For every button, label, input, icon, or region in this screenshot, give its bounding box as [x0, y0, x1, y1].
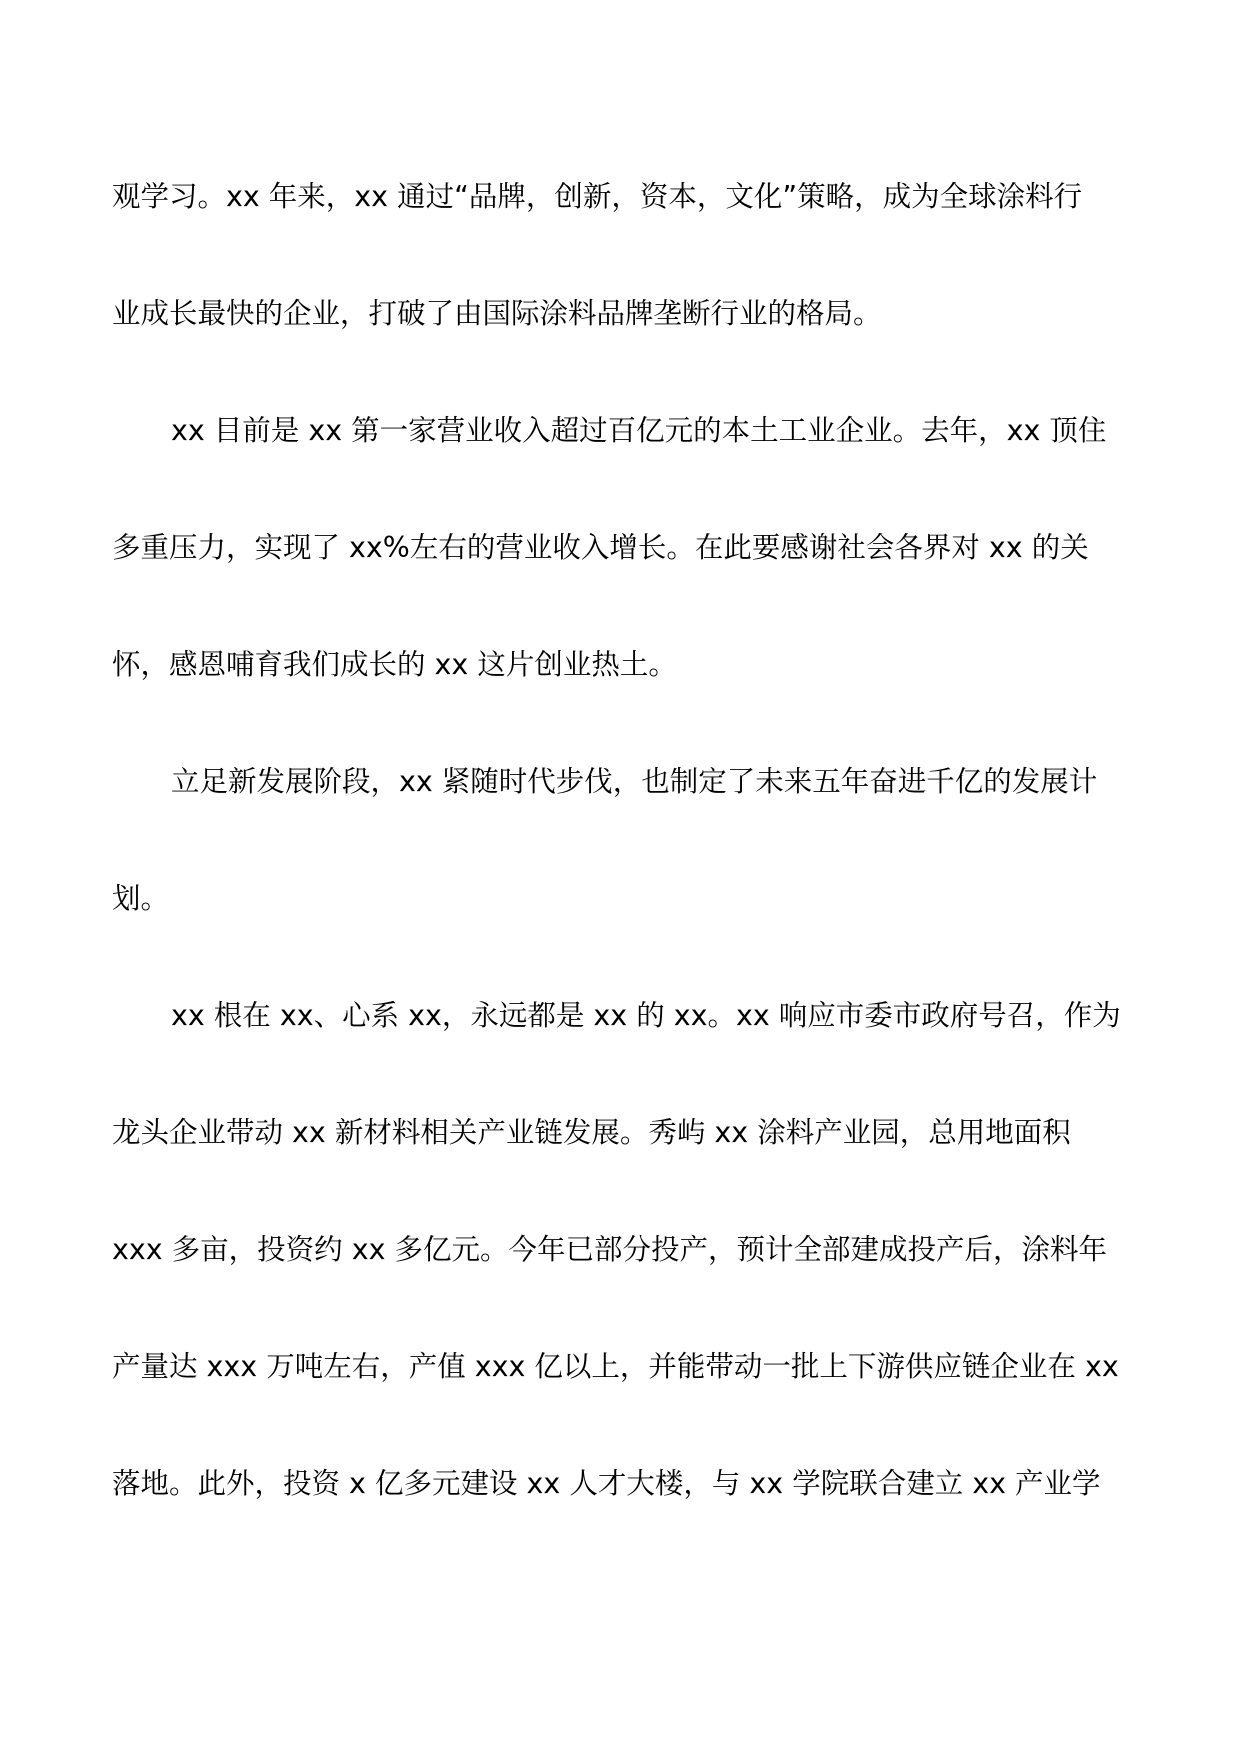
text-line-4: 多重压力，实现了 xx%左右的营业收入增长。在此要感谢社会各界对 xx 的关 — [112, 531, 1089, 564]
text-line-12: 落地。此外，投资 x 亿多元建设 xx 人才大楼，与 xx 学院联合建立 xx 产业学 — [112, 1467, 1101, 1500]
text-line-1: 观学习。xx 年来，xx 通过“品牌，创新，资本，文化”策略，成为全球涂料行 — [112, 180, 1083, 213]
text-line-10: xxx 多亩，投资约 xx 多亿元。今年已部分投产，预计全部建成投产后，涂料年 — [112, 1233, 1108, 1266]
paragraph-start-line-3: xx 目前是 xx 第一家营业收入超过百亿元的本土工业企业。去年，xx 顶住 — [171, 414, 1107, 447]
paragraph-start-line-8: xx 根在 xx、心系 xx，永远都是 xx 的 xx。xx 响应市委市政府号召，作为 — [171, 999, 1121, 1032]
text-line-9: 龙头企业带动 xx 新材料相关产业链发展。秀屿 xx 涂料产业园，总用地面积 — [112, 1116, 1071, 1149]
text-line-5: 怀，感恩哺育我们成长的 xx 这片创业热土。 — [112, 648, 677, 681]
text-line-11: 产量达 xxx 万吨左右，产值 xxx 亿以上，并能带动一批上下游供应链企业在 xx — [112, 1350, 1119, 1383]
text-line-2: 业成长最快的企业，打破了由国际涂料品牌垄断行业的格局。 — [112, 297, 882, 330]
text-line-7: 划。 — [112, 882, 170, 915]
paragraph-start-line-6: 立足新发展阶段，xx 紧随时代步伐，也制定了未来五年奋进千亿的发展计 — [171, 765, 1098, 798]
